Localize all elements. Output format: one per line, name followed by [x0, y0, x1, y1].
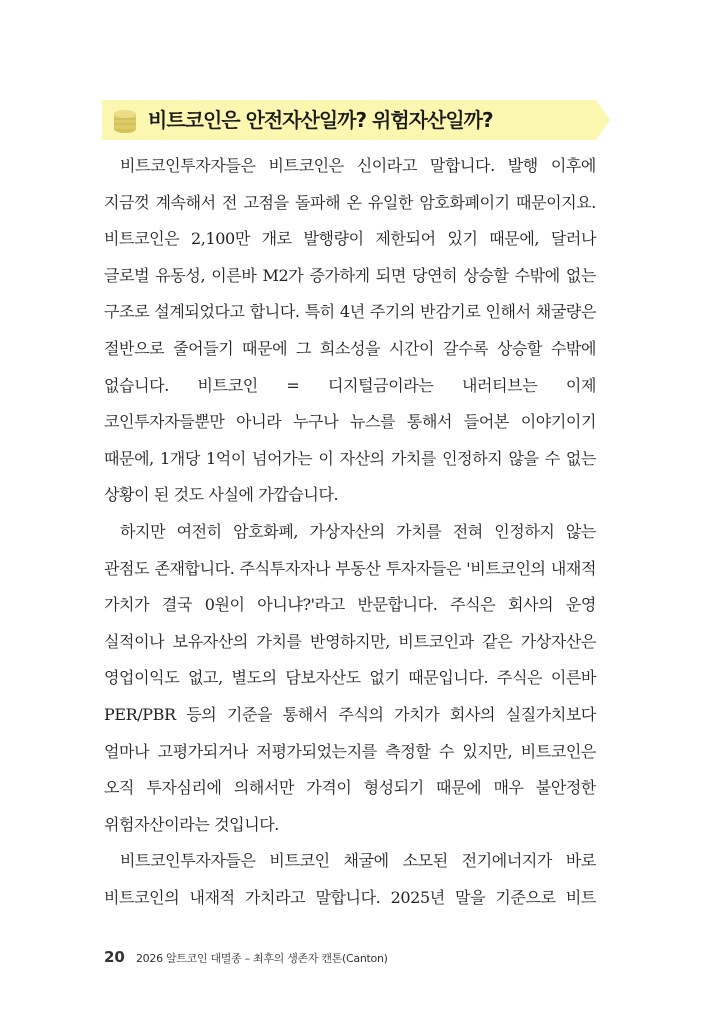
- paragraph: 하지만 여전히 암호화폐, 가상자산의 가치를 전혀 인정하지 않는 관점도 존재합니다. 주식투자자나 부동산 투자자들은 '비트코인의 내재적 가치가 결국 0원이 아니냐?'라고 반문합니다. 주식은 회사의 운영 실적이나 보유자산의 가치를 반영하지만, 비트코인과 같은 가상자산은 영업이익도 없고, 별도의 담보자산도 없기 때문입니다. 주식은 이른바 PER/PBR 등의 기준을 통해서 주식의 가치가 회사의 실질가치보다 얼마나 고평가되거나 저평가되었는지를 측정할 수 있지만, 비트코인은 오직 투자심리에 의해서만 가격이 형성되기 때문에 매우 불안정한 위험자산이라는 것입니다.: [104, 521, 596, 834]
- running-title: 2026 알트코인 대멸종 – 최후의 생존자 캔톤(Canton): [135, 952, 388, 965]
- coin-stack-icon: [110, 105, 140, 135]
- paragraph: 비트코인투자자들은 비트코인 채굴에 소모된 전기에너지가 바로 비트코인의 내재적 가치라고 말합니다. 2025년 말을 기준으로 비트: [104, 851, 596, 907]
- page-footer: [104, 947, 388, 966]
- body-text: [104, 148, 596, 916]
- section-title: 비트코인은 안전자산일까? 위험자산일까?: [148, 108, 493, 132]
- page-number: 20: [104, 948, 125, 966]
- paragraph: 비트코인투자자들은 비트코인은 신이라고 말합니다. 발행 이후에 지금껏 계속해서 전 고점을 돌파해 온 유일한 암호화폐이기 때문이지요. 비트코인은 2,100만 개로 발행량이 제한되어 있기 때문에, 달러나 글로벌 유동성, 이른바 M2가 증가하게 되면 당연히 상승할 수밖에 없는 구조로 설계되었다고 합니다. 특히 4년 주기의 반감기로 인해서 채굴량은 절반으로 줄어들기 때문에 그 희소성을 시간이 갈수록 상승할 수밖에 없습니다. 비트코인 = 디지털금이라는 내러티브는 이제 코인투자자들뿐만 아니라 누구나 뉴스를 통해서 들어본 이야기이기 때문에, 1개당 1억이 넘어가는 이 자산의 가치를 인정하지 않을 수 없는 상황이 된 것도 사실에 가깝습니다.: [104, 156, 596, 505]
- coin-top: [114, 110, 136, 118]
